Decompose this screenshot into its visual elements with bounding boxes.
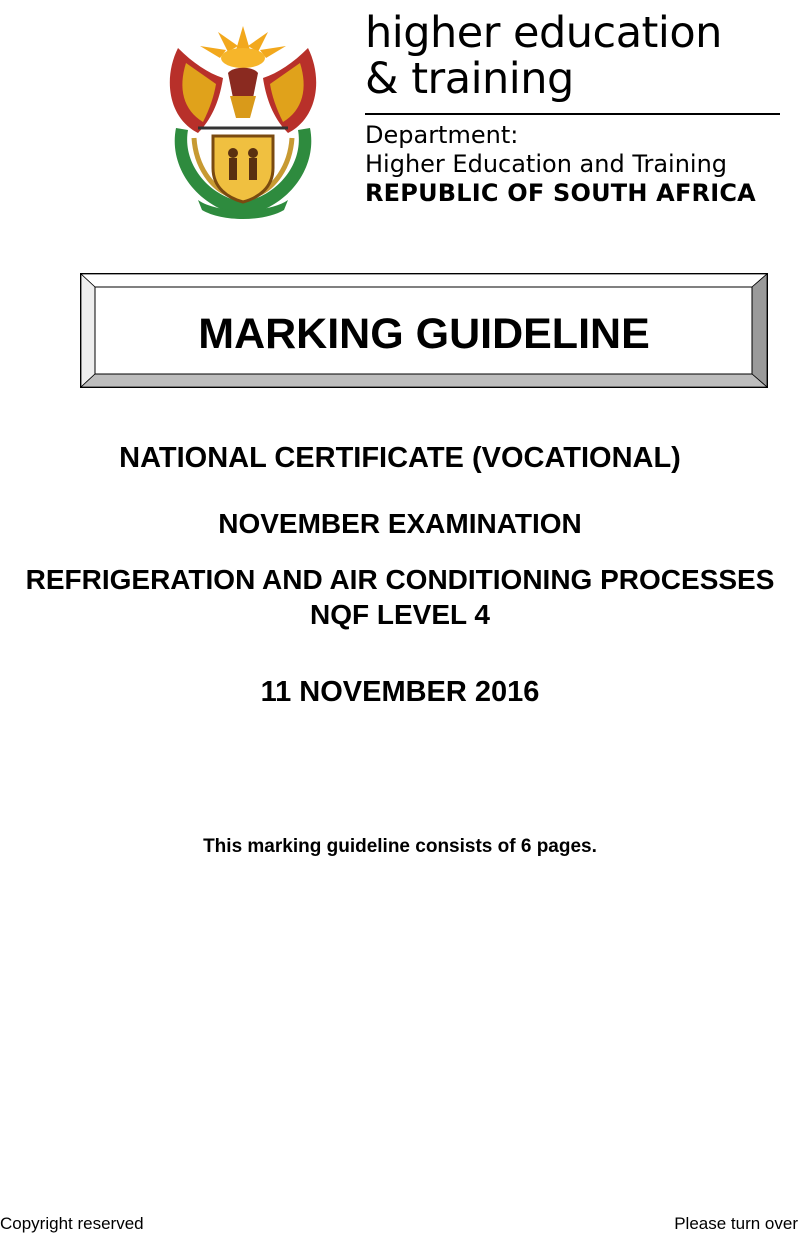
footer-turn-over: Please turn over (674, 1214, 798, 1233)
subject-name: REFRIGERATION AND AIR CONDITIONING PROCESSES (25, 564, 775, 595)
footer-copyright: Copyright reserved (0, 1214, 144, 1233)
wordmark-line-1: higher education (365, 8, 722, 58)
document-title: MARKING GUIDELINE (198, 310, 650, 358)
nqf-level: NQF LEVEL 4 (310, 599, 490, 630)
wordmark-line-2: & training (365, 54, 574, 104)
wordmark-divider (365, 113, 780, 115)
department-block (365, 121, 795, 208)
department-label: Department: (365, 121, 519, 149)
qualification: NATIONAL CERTIFICATE (VOCATIONAL) (119, 442, 681, 474)
page-count-note: This marking guideline consists of 6 pages. (203, 836, 597, 857)
country-name: REPUBLIC OF SOUTH AFRICA (365, 179, 756, 207)
department-wordmark (365, 10, 785, 102)
title-box (80, 273, 768, 388)
exam-session: NOVEMBER EXAMINATION (218, 508, 582, 539)
south-africa-coat-of-arms-icon (158, 18, 328, 223)
department-name: Higher Education and Training (365, 150, 728, 178)
exam-date: 11 NOVEMBER 2016 (260, 676, 540, 708)
